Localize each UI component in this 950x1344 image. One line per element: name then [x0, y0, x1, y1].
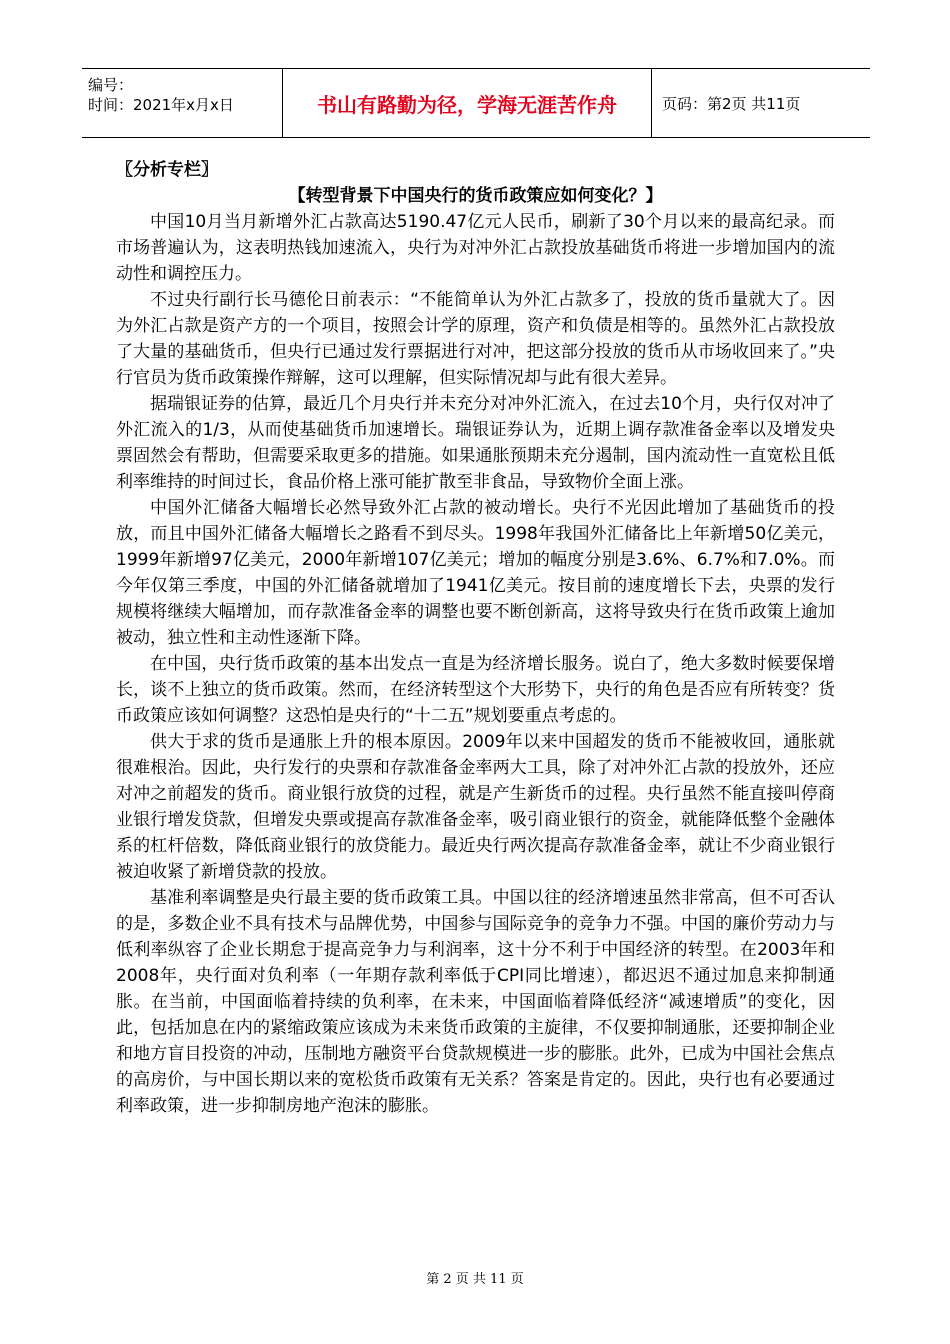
- paragraph: 中国10月当月新增外汇占款高达5190.47亿元人民币，刷新了30个月以来的最高纪录。而市场普遍认为，这表明热钱加速流入，央行为对冲外汇占款投放基础货币将进一步增加国内的流动性和调控压力。: [116, 212, 835, 284]
- page-header: [82, 68, 870, 138]
- article-body: [116, 157, 835, 1119]
- paragraph: 据瑞银证券的估算，最近几个月央行并未充分对冲外汇流入，在过去10个月，央行仅对冲了外汇流入的1/3，从而使基础货币加速增长。瑞银证券认为，近期上调存款准备金率以及增发央票固然会有帮助，但需要采取更多的措施。如果通胀预期未充分遏制，国内流动性一直宽松且低利率维持的时间过长，食品价格上涨可能扩散至非食品，导致物价全面上涨。: [116, 394, 835, 492]
- header-motto: 书山有路勤为径，学海无涯苦作舟: [282, 69, 652, 137]
- paragraph: 不过央行副行长马德伦日前表示：“不能简单认为外汇占款多了，投放的货币量就大了。因为外汇占款是资产方的一个项目，按照会计学的原理，资产和负债是相等的。虽然外汇占款投放了大量的基础货币，但央行已通过发行票据进行对冲，把这部分投放的货币从市场收回来了。”央行官员为货币政策操作辩解，这可以理解，但实际情况却与此有很大差异。: [116, 290, 835, 388]
- article-title: 【转型背景下中国央行的货币政策应如何变化？】: [288, 186, 663, 206]
- time-label: 时间：2021年x月x日: [88, 96, 234, 114]
- paragraph: 中国外汇储备大幅增长必然导致外汇占款的被动增长。央行不光因此增加了基础货币的投放，而且中国外汇储备大幅增长之路看不到尽头。1998年我国外汇储备比上年新增50亿美元，1999年新增97亿美元，2000年新增107亿美元；增加的幅度分别是3.6%、6.7%和7.0%。而今年仅第三季度，中国的外汇储备就增加了1941亿美元。按目前的速度增长下去，央票的发行规模将继续大幅增加，而存款准备金率的调整也要不断创新高，这将导致央行在货币政策上逾加被动，独立性和主动性逐渐下降。: [116, 498, 835, 648]
- paragraph: 基准利率调整是央行最主要的货币政策工具。中国以往的经济增速虽然非常高，但不可否认的是，多数企业不具有技术与品牌优势，中国参与国际竞争的竞争力不强。中国的廉价劳动力与低利率纵容了企业长期怠于提高竞争力与利润率，这十分不利于中国经济的转型。在2003年和2008年，央行面对负利率（一年期存款利率低于CPI同比增速），都迟迟不通过加息来抑制通胀。在当前，中国面临着持续的负利率，在未来，中国面临着降低经济“减速增质”的变化，因此，包括加息在内的紧缩政策应该成为未来货币政策的主旋律，不仅要抑制通胀，还要抑制企业和地方盲目投资的冲动，压制地方融资平台贷款规模进一步的膨胀。此外，已成为中国社会焦点的高房价，与中国长期以来的宽松货币政策有无关系？答案是肯定的。因此，央行也有必要通过利率政策，进一步抑制房地产泡沫的膨胀。: [116, 888, 835, 1116]
- section-label: 〖分析专栏〗: [116, 160, 218, 180]
- number-label: 编号：: [88, 76, 134, 94]
- paragraph: 供大于求的货币是通胀上升的根本原因。2009年以来中国超发的货币不能被收回，通胀就很难根治。因此，央行发行的央票和存款准备金率两大工具，除了对冲外汇占款的投放外，还应对冲之前超发的货币。商业银行放贷的过程，就是产生新货币的过程。央行虽然不能直接叫停商业银行增发贷款，但增发央票或提高存款准备金率，吸引商业银行的资金，就能降低整个金融体系的杠杆倍数，降低商业银行的放贷能力。最近央行两次提高存款准备金率，就让不少商业银行被迫收紧了新增贷款的投放。: [116, 732, 835, 882]
- header-page-info: 页码：第2页 共11页: [662, 94, 801, 113]
- page-footer: 第 2 页 共 11 页: [426, 1272, 524, 1287]
- paragraph: 在中国，央行货币政策的基本出发点一直是为经济增长服务。说白了，绝大多数时候要保增长，谈不上独立的货币政策。然而，在经济转型这个大形势下，央行的角色是否应有所转变？货币政策应该如何调整？这恐怕是央行的“十二五”规划要重点考虑的。: [116, 654, 835, 726]
- header-meta: [82, 69, 282, 137]
